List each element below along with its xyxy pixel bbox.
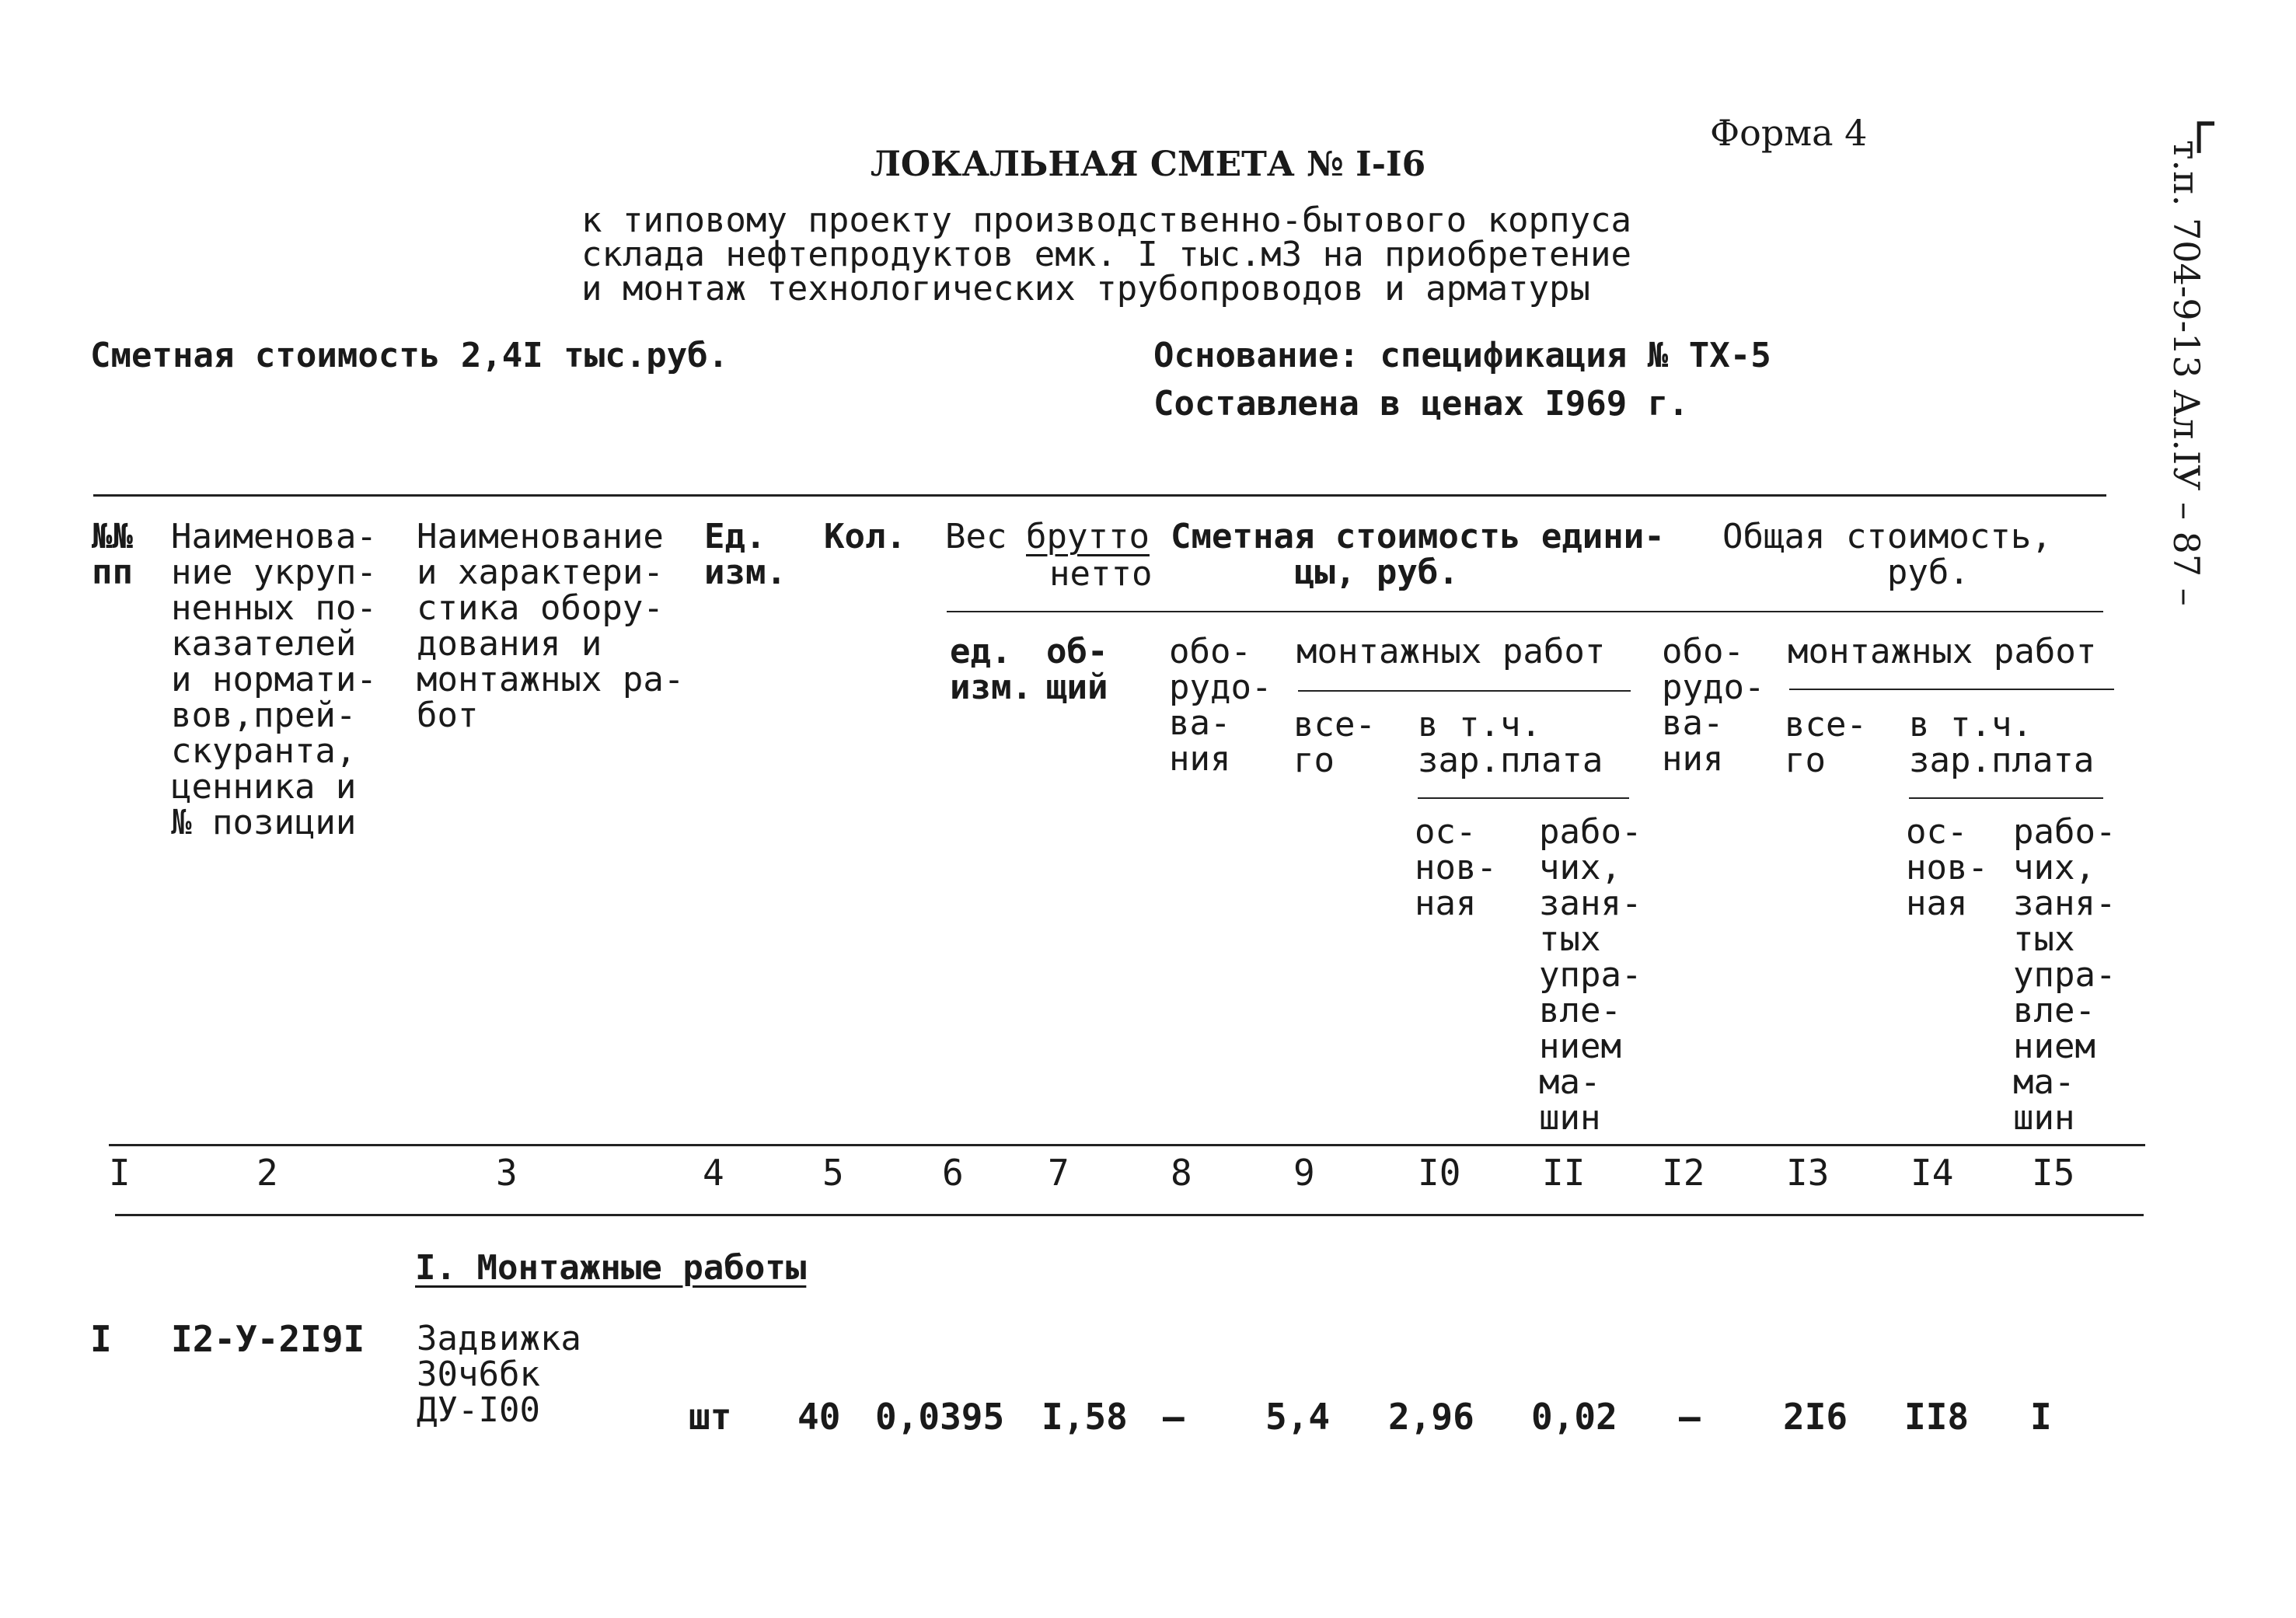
column-number: I5 xyxy=(2032,1152,2075,1194)
header-unit-mounting: монтажных работ xyxy=(1296,632,1606,671)
header-unit-mount-all: все- го xyxy=(1293,705,1376,780)
weight-cost-rule xyxy=(947,611,2103,612)
header-unit-salary-workers: рабо- чих, заня- тых упра- вле- нием ма- шин xyxy=(1539,812,1642,1138)
column-number: 3 xyxy=(496,1152,518,1194)
header-weight-total: об- щий xyxy=(1046,632,1108,707)
header-bottom-rule xyxy=(109,1144,2145,1146)
row-norm-code: I2-У-2I9I xyxy=(171,1318,365,1360)
row-total-salary-main: II8 xyxy=(1904,1396,1970,1438)
unit-salary-rule xyxy=(1418,797,1629,799)
row-unit: шт xyxy=(689,1396,732,1438)
column-number: I3 xyxy=(1786,1152,1830,1194)
header-total-mount-all: все- го xyxy=(1785,705,1867,780)
row-total-equipment: – xyxy=(1679,1396,1701,1438)
row-weight-unit: 0,0395 xyxy=(875,1396,1005,1438)
header-total-mounting: монтажных работ xyxy=(1788,632,2097,671)
total-mount-rule xyxy=(1789,689,2114,690)
header-row-number: №№ пп xyxy=(92,517,133,592)
header-unit-cost: Сметная стоимость едини- цы, руб. xyxy=(1171,517,1665,592)
subtitle-line-2: склада нефтепродуктов емк. I тыс.м3 на приобретение xyxy=(581,235,1632,274)
form-label: Форма 4 xyxy=(1710,112,1868,154)
header-netto: нетто xyxy=(1049,554,1153,594)
row-unit-salary-workers: 0,02 xyxy=(1531,1396,1617,1438)
corner-mark: ┌ xyxy=(2184,96,2214,153)
price-level: Составлена в ценах I969 г. xyxy=(1153,384,1689,424)
column-number: 5 xyxy=(822,1152,844,1194)
row-unit-salary-main: 2,96 xyxy=(1388,1396,1474,1438)
column-number: I2 xyxy=(1662,1152,1705,1194)
header-total-salary-main: ос- нов- ная xyxy=(1906,812,1988,923)
row-quantity: 40 xyxy=(797,1396,841,1438)
table-top-rule xyxy=(93,494,2106,497)
row-item-name: Задвижка 30ч6бк ДУ-I00 xyxy=(417,1319,581,1430)
header-total-salary-workers: рабо- чих, заня- тых упра- вле- нием ма- шин xyxy=(2013,812,2116,1138)
subtitle-line-1: к типовому проекту производственно-бытового корпуса xyxy=(581,201,1632,240)
header-total-mount-salary: в т.ч. зар.плата xyxy=(1909,705,2095,780)
column-number: II xyxy=(1542,1152,1586,1194)
column-number: 8 xyxy=(1171,1152,1192,1194)
document-title: ЛОКАЛЬНАЯ СМЕТА № I-I6 xyxy=(871,145,1426,184)
section-title: I. Монтажные работы xyxy=(415,1248,807,1288)
estimate-basis: Основание: спецификация № ТХ-5 xyxy=(1153,336,1771,375)
column-number: 9 xyxy=(1293,1152,1315,1194)
row-total-salary-workers: I xyxy=(2030,1396,2052,1438)
header-total-cost: Общая стоимость, руб. xyxy=(1722,517,2052,592)
header-unit: Ед. изм. xyxy=(704,517,787,592)
header-unit-mount-salary: в т.ч. зар.плата xyxy=(1418,705,1603,780)
header-weight-unit: ед. изм. xyxy=(950,632,1032,707)
total-salary-rule xyxy=(1909,797,2103,799)
column-number: 4 xyxy=(703,1152,724,1194)
subtitle-line-3: и монтаж технологических трубопроводов и арматуры xyxy=(581,269,1591,309)
header-brutto: брутто xyxy=(1026,517,1150,556)
column-number: 2 xyxy=(256,1152,278,1194)
row-number: I xyxy=(90,1318,112,1360)
row-unit-equipment: – xyxy=(1163,1396,1185,1438)
row-total-mount-all: 2I6 xyxy=(1783,1396,1848,1438)
column-number: I xyxy=(109,1152,131,1194)
header-unit-salary-main: ос- нов- ная xyxy=(1415,812,1497,923)
header-total-equipment: обо- рудо- ва- ния xyxy=(1662,632,1765,779)
header-item-name: Наименование и характери- стика обору- дования и монтажных ра- бот xyxy=(417,517,685,735)
column-number: I0 xyxy=(1418,1152,1461,1194)
estimated-cost: Сметная стоимость 2,4I тыс.руб. xyxy=(90,336,729,375)
margin-code: т.п. 704-9-13 Ал.IУ – 87 – xyxy=(2165,140,2207,606)
header-quantity: Кол. xyxy=(824,517,906,556)
column-number: I4 xyxy=(1910,1152,1954,1194)
column-number-rule xyxy=(115,1214,2144,1216)
header-norm-code: Наименова- ние укруп- ненных по- казателей и нормати- вов,прей- скуранта, ценника и № позиции xyxy=(171,517,377,842)
column-number: 7 xyxy=(1048,1152,1069,1194)
header-unit-equipment: обо- рудо- ва- ния xyxy=(1169,632,1272,779)
unit-mount-rule xyxy=(1298,690,1631,692)
column-number: 6 xyxy=(942,1152,964,1194)
row-weight-total: I,58 xyxy=(1042,1396,1128,1438)
row-unit-mount-all: 5,4 xyxy=(1265,1396,1331,1438)
header-weight: Вес xyxy=(945,517,1007,556)
